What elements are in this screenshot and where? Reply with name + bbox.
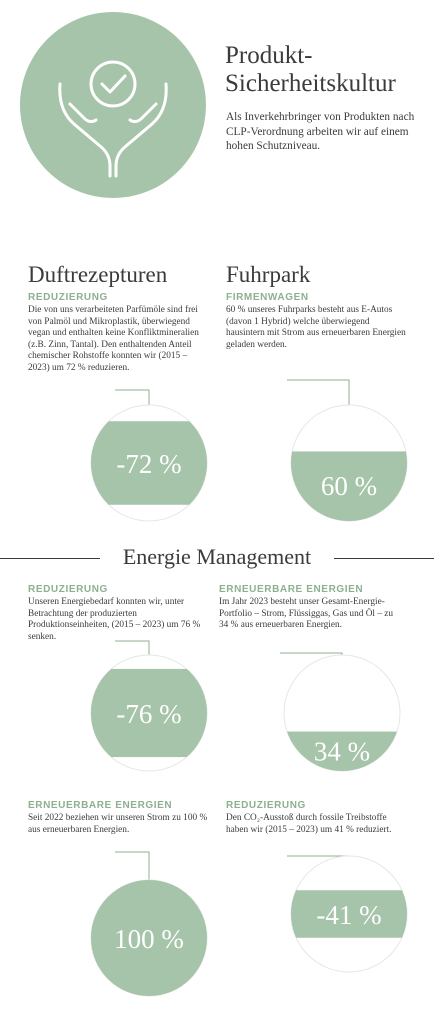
card-label: REDUZIERUNG: [28, 292, 108, 303]
card-label: FIRMENWAGEN: [226, 292, 309, 303]
card-label: ERNEUERBARE ENERGIEN: [28, 800, 173, 811]
card-text: Seit 2022 beziehen wir unseren Strom zu 100 % aus erneuerbaren Energien.: [28, 813, 208, 835]
card-label: ERNEUERBARE ENERGIEN: [219, 584, 364, 595]
gauge-value: 34 %: [313, 736, 371, 767]
card-text: 60 % unseres Fuhrparks besteht aus E-Autos (davon 1 Hybrid) welche überwiegend hausintern mit Strom aus erneuerbaren Energien geladen werden.: [226, 305, 406, 350]
gauge-value: -76 %: [116, 699, 182, 729]
gauge-value: 100 %: [114, 924, 184, 954]
section-title-fuhrpark: Fuhrpark: [226, 262, 311, 287]
card-label: REDUZIERUNG: [226, 800, 306, 811]
card-text: Den CO₂-Ausstoß durch fossile Treibstoffe haben wir (2015 – 2023) um 41 % reduziert.: [226, 813, 392, 835]
gauge-value: -72 %: [116, 449, 182, 479]
gauge-value: -41 %: [316, 900, 382, 930]
hero-text: Als Inverkehrbringer von Produkten nach CLP-Verordnung arbeiten wir auf einem hohen Schutzniveau.: [226, 111, 415, 152]
section-title-duftrezepturen: Duftrezepturen: [28, 262, 168, 287]
hero-title: Produkt- Sicherheitskultur: [225, 42, 396, 97]
gauge-value: 60 %: [320, 471, 378, 502]
card-text: Die von uns verarbeiteten Parfümöle sind frei von Palmöl und Mikroplastik, überwiegend vegan und enthalten keine Konfliktmineralien (z.B. Zinn, Tantal). Den enthaltenden Anteil chemischer Rohstoffe konnten wir (2015 – 2023) um 72 % reduzieren.: [28, 305, 199, 373]
energy-title: Energie Management: [122, 544, 312, 569]
card-text: Im Jahr 2023 besteht unser Gesamt-Energie-Portfolio – Strom, Flüssiggas, Gas und Öl – zu 34 % aus erneuerbaren Energien.: [219, 597, 394, 630]
card-label: REDUZIERUNG: [28, 584, 108, 595]
card-text: Unseren Energiebedarf konnten wir, unter Betrachtung der produzierten Produktionseinheiten, (2015 – 2023) um 76 % senken.: [28, 597, 201, 642]
